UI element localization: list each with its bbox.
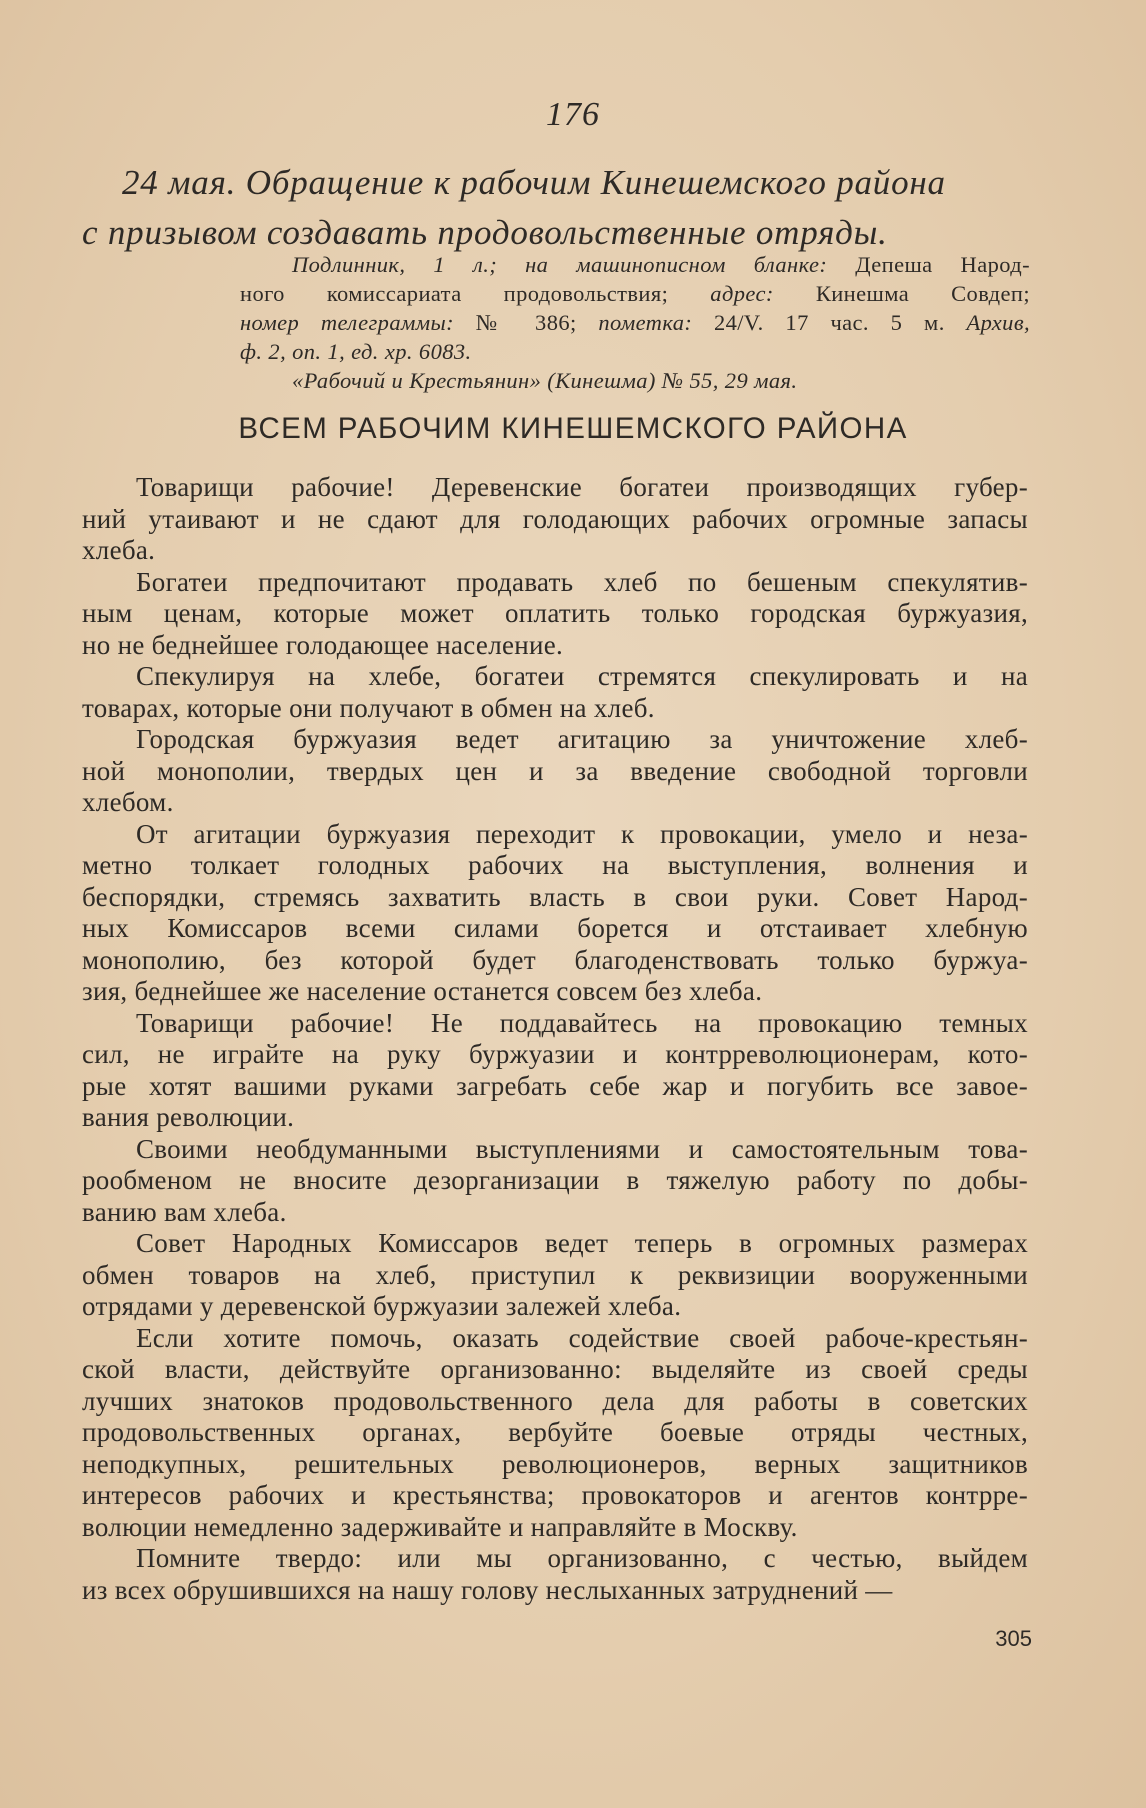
source-label: Архив,: [966, 310, 1031, 335]
paragraph: [82, 724, 1028, 819]
paragraph: [82, 567, 1028, 662]
text-line: Спекулируя на хлебе, богатеи стремятся спекулировать и на: [136, 661, 1028, 691]
source-line: [240, 308, 1030, 337]
archive-reference: ф. 2, оп. 1, ед. хр. 6083.: [240, 339, 472, 364]
text-line: ской власти, действуйте организованно: выделяйте из своей среды: [82, 1354, 1028, 1384]
text-line: хлеба.: [82, 535, 156, 565]
text-line: из всех обрушившихся на нашу голову неслыханных затруднений —: [82, 1574, 893, 1605]
source-text: № 386;: [475, 310, 577, 335]
document-heading: [82, 158, 1032, 258]
source-label: адрес:: [710, 281, 774, 306]
paragraph: [82, 472, 1028, 567]
text-line: неподкупных, решительных революционеров, верных защитников: [82, 1448, 1028, 1479]
paragraph: [82, 1323, 1028, 1544]
text-line: волюции немедленно задерживайте и направляйте в Москву.: [82, 1511, 798, 1542]
text-line: товарах, которые они получают в обмен на хлеб.: [82, 692, 655, 723]
text-line: вания революции.: [82, 1102, 295, 1132]
text-line: интересов рабочих и крестьянства; провокаторов и агентов контрре-: [82, 1480, 1028, 1510]
source-label: Подлинник, 1 л.; на машинописном бланке:: [292, 252, 828, 277]
heading-line: 24 мая. Обращение к рабочим Кинешемского района: [122, 163, 946, 202]
text-line: лучших знатоков продовольственного дела для работы в советских: [82, 1385, 1028, 1416]
source-text: Кинешма Совдеп;: [815, 281, 1030, 306]
appeal-body: [82, 472, 1028, 1606]
text-line: От агитации буржуазия переходит к провокации, умело и неза-: [136, 818, 1028, 849]
text-line: Городская буржуазия ведет агитацию за уничтожение хлеб-: [136, 724, 1028, 754]
text-line: продовольственных органах, вербуйте боевые отряды честных,: [82, 1417, 1028, 1447]
text-line: но не беднейшее голодающее население.: [82, 629, 564, 660]
text-line: обмен товаров на хлеб, приступил к реквизиции вооруженными: [82, 1259, 1028, 1290]
text-line: рые хотят вашими руками загребать себе жар и погубить все завое-: [82, 1070, 1028, 1101]
text-line: хлебом.: [82, 787, 174, 817]
text-line: монополию, без которой будет благоденствовать только буржуа-: [82, 944, 1028, 975]
text-line: Совет Народных Комиссаров ведет теперь в огромных размерах: [136, 1228, 1028, 1258]
text-line: Помните твердо: или мы организованно, с честью, выйдем: [136, 1543, 1028, 1573]
paragraph: [82, 1228, 1028, 1323]
appeal-title: ВСЕМ РАБОЧИМ КИНЕШЕМСКОГО РАЙОНА: [238, 412, 908, 445]
text-line: Если хотите помочь, оказать содействие своей рабоче-крестьян-: [136, 1322, 1028, 1353]
text-line: рообменом не вносите дезорганизации в тяжелую работу по добы-: [82, 1165, 1028, 1195]
source-label: пометка:: [598, 310, 693, 335]
paragraph: [82, 661, 1028, 724]
paragraph: [82, 1543, 1028, 1606]
text-line: сил, не играйте на руку буржуазии и контрреволюционерам, кото-: [82, 1039, 1028, 1069]
page-number-top: 176: [546, 96, 600, 133]
text-line: беспорядки, стремясь захватить власть в свои руки. Совет Народ-: [82, 881, 1028, 912]
text-line: Товарищи рабочие! Не поддавайтесь на провокацию темных: [136, 1007, 1028, 1038]
text-line: ний утаивают и не сдают для голодающих рабочих огромные запасы: [82, 503, 1028, 534]
paragraph: [82, 1134, 1028, 1229]
source-text: ного комиссариата продовольствия;: [240, 281, 669, 306]
source-note: [240, 250, 1030, 395]
source-label: номер телеграммы:: [240, 310, 455, 335]
paragraph: [82, 819, 1028, 1008]
text-line: Своими необдуманными выступлениями и самостоятельным това-: [136, 1133, 1028, 1164]
text-line: зия, беднейшее же население останется совсем без хлеба.: [82, 976, 763, 1006]
paragraph: [82, 1008, 1028, 1134]
source-line: [240, 250, 1030, 279]
text-line: Богатеи предпочитают продавать хлеб по бешеным спекулятив-: [136, 566, 1028, 597]
text-line: ной монополии, твердых цен и за введение свободной торговли: [82, 755, 1028, 786]
text-line: ных Комиссаров всеми силами борется и отстаивает хлебную: [82, 913, 1028, 943]
source-text: 24/V. 17 час. 5 м.: [713, 310, 945, 335]
text-line: ванию вам хлеба.: [82, 1196, 287, 1227]
source-line: [240, 337, 1030, 366]
text-line: отрядами у деревенской буржуазии залежей хлеба.: [82, 1291, 682, 1321]
text-line: метно толкает голодных рабочих на выступления, волнения и: [82, 850, 1028, 880]
heading-line: с призывом создавать продовольственные отряды.: [82, 213, 888, 252]
text-line: Товарищи рабочие! Деревенские богатеи производящих губер-: [136, 472, 1028, 502]
source-line: [240, 279, 1030, 308]
source-text: Депеша Народ-: [855, 252, 1030, 277]
page-number-bottom: 305: [995, 1626, 1032, 1651]
publication-reference: «Рабочий и Крестьянин» (Кинешма) № 55, 29 мая.: [292, 368, 798, 393]
text-line: ным ценам, которые может оплатить только городская буржуазия,: [82, 598, 1028, 628]
